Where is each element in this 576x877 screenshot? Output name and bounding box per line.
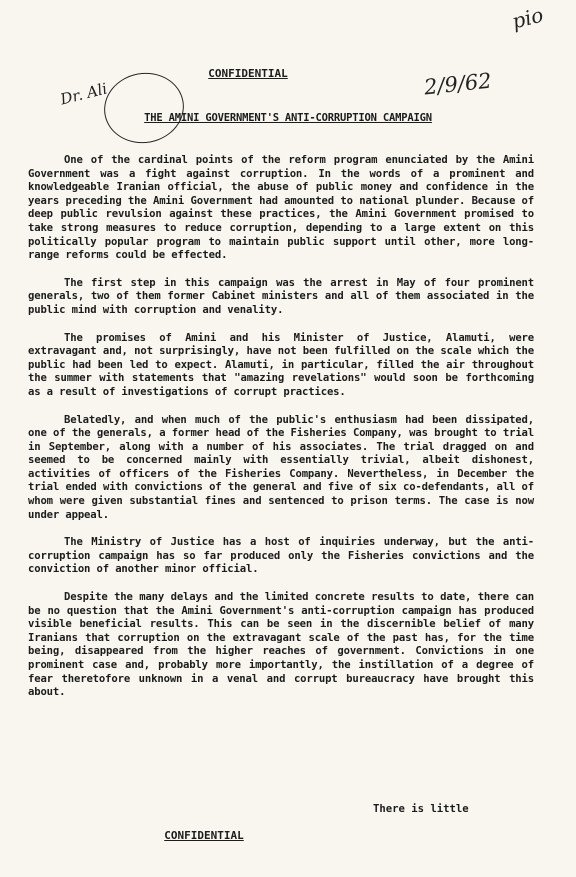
paragraph-4: Belatedly, and when much of the public's enthusiasm had been dissipated, one of the generals, a former head of the Fisheries Company, was brought to trial in September, along with a number of his associates. The trial dragged on and seemed to be concerned mainly with essentially trivial, albeit dishonest, activities of officers of the Fisheries Company. Nevertheless, in December the trial ended with convictions of the general and five of six co-defendants, all of whom were given substantial fines and sentenced to prison terms. The case is now under appeal.	[28, 413, 534, 521]
paragraph-6: Despite the many delays and the limited concrete results to date, there can be no question that the Amini Government's anti-corruption campaign has produced visible beneficial results. This can be seen in the discernible belief of many Iranians that corruption on the extravagant scale of the past has, for the time being, disappeared from the higher reaches of government. Convictions in one prominent case and, probably more importantly, the instillation of a degree of fear theretofore unknown in a venal and corrupt bureaucracy have brought this about.	[28, 591, 534, 699]
classification-bottom: CONFIDENTIAL	[164, 829, 244, 842]
continuation-text: There is little	[373, 803, 469, 815]
classification-top: CONFIDENTIAL	[208, 67, 288, 80]
document-title: THE AMINI GOVERNMENT'S ANTI-CORRUPTION CAMPAIGN	[144, 112, 432, 124]
paragraph-5: The Ministry of Justice has a host of inquiries underway, but the anti-corruption campaign has so far produced only the Fisheries convictions and the conviction of another minor official.	[28, 536, 534, 576]
handwritten-corner-mark: pio	[509, 2, 546, 34]
paragraph-1: One of the cardinal points of the reform program enunciated by the Amini Government was a fight against corruption. In the words of a prominent and knowledgeable Iranian official, the abuse of public money and confidence in the years preceding the Amini Government had amounted to national plunder. Because of deep public revulsion against these practices, the Amini Government promised to take strong measures to reduce corruption, depending to a large extent on this politically popular program to maintain public support until other, more long-range reforms could be effected.	[28, 154, 534, 262]
handwritten-initials: Dr. Ali	[58, 79, 109, 109]
handwritten-date: 2/9/62	[422, 68, 493, 100]
paragraph-2: The first step in this campaign was the arrest in May of four prominent generals, two of them former Cabinet ministers and all of them associated in the public mind with corruption and venality.	[28, 276, 534, 316]
paragraph-3: The promises of Amini and his Minister of Justice, Alamuti, were extravagant and, not surprisingly, have not been fulfilled on the scale which the public had been led to expect. Alamuti, in particular, filled the air throughout the summer with statements that "amazing revelations" would soon be forthcoming as a result of investigations of corrupt practices.	[28, 331, 534, 398]
document-body	[28, 154, 534, 714]
